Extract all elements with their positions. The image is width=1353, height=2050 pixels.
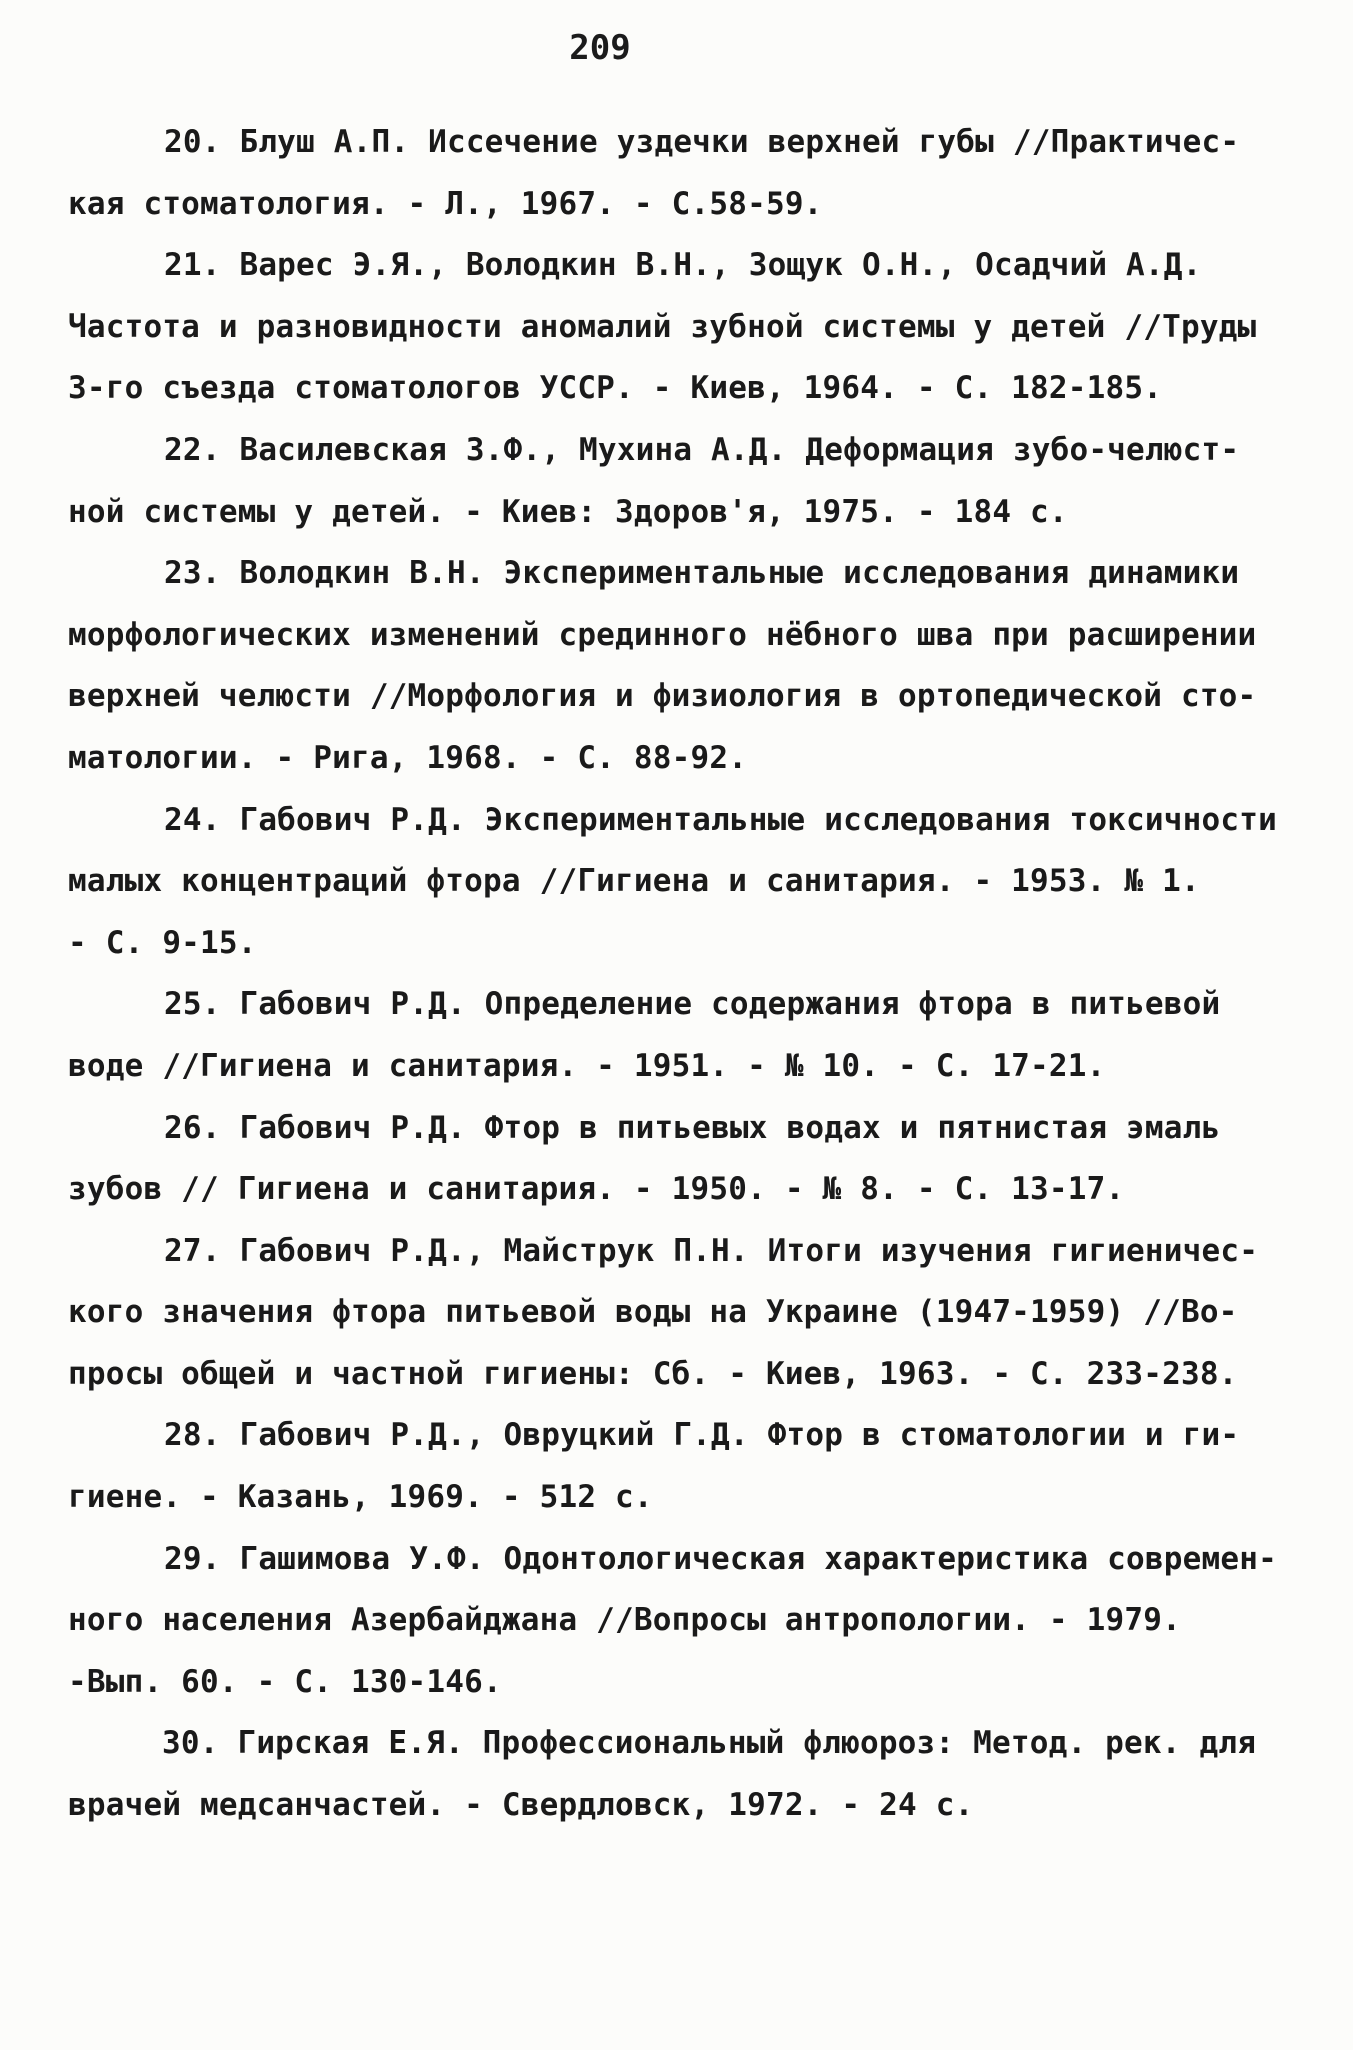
reference-line: 28. Габович Р.Д., Овруцкий Г.Д. Фтор в стоматологии и ги- xyxy=(164,1417,1240,1454)
reference-line: -Вып. 60. - С. 130-146. xyxy=(68,1663,502,1700)
reference-entry xyxy=(68,235,1308,420)
page-number: 209 xyxy=(569,28,631,68)
reference-line: воде //Гигиена и санитария. - 1951. - № 10. - С. 17-21. xyxy=(68,1047,1106,1084)
reference-line: 23. Володкин В.Н. Экспериментальные исследования динамики xyxy=(164,555,1240,592)
reference-line: 24. Габович Р.Д. Экспериментальные исследования токсичности xyxy=(164,801,1277,838)
reference-line: 3-го съезда стоматологов УССР. - Киев, 1964. - С. 182-185. xyxy=(68,370,1163,407)
reference-line: морфологических изменений срединного нёбного шва при расширении xyxy=(68,616,1257,653)
reference-entry xyxy=(68,1098,1308,1221)
reference-line: Частота и разновидности аномалий зубной системы у детей //Труды xyxy=(68,308,1257,345)
reference-line: зубов // Гигиена и санитария. - 1950. - № 8. - С. 13-17. xyxy=(68,1171,1125,1208)
reference-line: 27. Габович Р.Д., Майструк П.Н. Итоги изучения гигиеничес- xyxy=(164,1232,1259,1269)
reference-entry xyxy=(68,1713,1308,1836)
reference-line: врачей медсанчастей. - Свердловск, 1972. - 24 с. xyxy=(68,1787,974,1824)
reference-line: 22. Василевская З.Ф., Мухина А.Д. Деформация зубо-челюст- xyxy=(164,431,1240,468)
reference-line: 20. Блуш А.П. Иссечение уздечки верхней губы //Практичес- xyxy=(164,124,1240,160)
reference-line: просы общей и частной гигиены: Сб. - Киев, 1963. - С. 233-238. xyxy=(68,1355,1238,1392)
reference-line: 21. Варес Э.Я., Володкин В.Н., Зощук О.Н., Осадчий А.Д. xyxy=(164,247,1202,284)
reference-line: 30. Гирская Е.Я. Профессиональный флюороз: Метод. рек. для xyxy=(162,1725,1257,1762)
reference-line: малых концентраций фтора //Гигиена и санитария. - 1953. № 1. xyxy=(68,863,1200,900)
reference-line: гиене. - Казань, 1969. - 512 с. xyxy=(68,1479,653,1516)
reference-entry xyxy=(68,1405,1308,1528)
reference-entry xyxy=(68,1221,1308,1406)
reference-entry xyxy=(68,420,1308,543)
reference-line: - С. 9-15. xyxy=(68,924,257,961)
reference-line: 26. Габович Р.Д. Фтор в питьевых водах и пятнистая эмаль xyxy=(164,1109,1221,1146)
reference-line: матологии. - Рига, 1968. - С. 88-92. xyxy=(68,739,748,776)
reference-entry xyxy=(68,974,1308,1097)
reference-entry xyxy=(68,1529,1308,1714)
reference-line: кого значения фтора питьевой воды на Украине (1947-1959) //Во- xyxy=(68,1294,1238,1331)
reference-entry xyxy=(68,790,1308,975)
reference-line: 29. Гашимова У.Ф. Одонтологическая характеристика современ- xyxy=(164,1540,1277,1577)
reference-line: кая стоматология. - Л., 1967. - С.58-59. xyxy=(68,185,823,222)
reference-line: верхней челюсти //Морфология и физиология в ортопедической сто- xyxy=(68,678,1257,715)
reference-line: ного населения Азербайджана //Вопросы антропологии. - 1979. xyxy=(68,1602,1181,1639)
reference-entry xyxy=(68,543,1308,789)
reference-line: 25. Габович Р.Д. Определение содержания фтора в питьевой xyxy=(164,986,1221,1023)
reference-list xyxy=(68,112,1308,1837)
reference-entry xyxy=(68,112,1308,235)
reference-line: ной системы у детей. - Киев: Здоров'я, 1975. - 184 с. xyxy=(68,493,1068,530)
